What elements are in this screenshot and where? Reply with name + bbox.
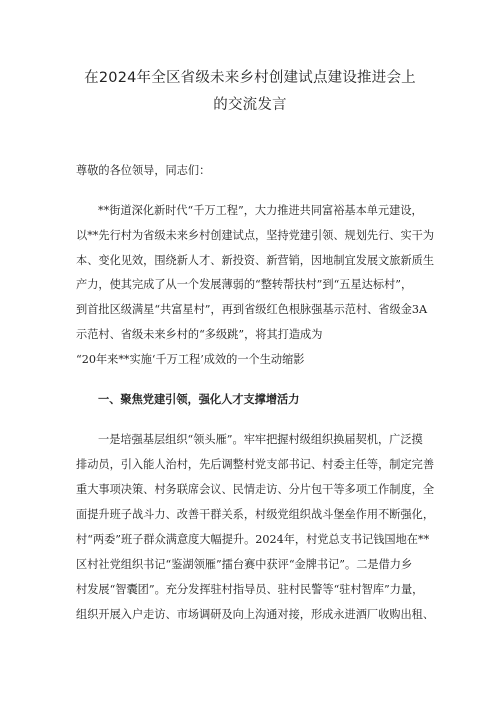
section-line: 重大事项决策、村务联席会议、民情走访、分片包干等多项工作制度，全 xyxy=(76,483,435,496)
intro-line: “20年来**实施‘千万工程’成效的一个生动缩影 xyxy=(76,353,305,366)
section-heading: 一、聚焦党建引领，强化人才支撑增活力 xyxy=(98,392,300,406)
section-line: 区村社党组织书记“鉴湖领雁”擂台赛中获评“金牌书记”。二是借力乡 xyxy=(76,558,413,571)
intro-line: 产力，使其完成了从一个发展薄弱的“整转帮扶村”到“五星达标村”， xyxy=(76,278,413,291)
section-line: 村“两委”班子群众满意度大幅提升。2024年，村党总支书记钱国地在** xyxy=(76,533,430,546)
intro-line: 以**先行村为省级未来乡村创建试点，坚持党建引领、规划先行、实干为 xyxy=(76,229,435,242)
section-line: 组织开展入户走访、市场调研及向上沟通对接，形成永进酒厂收购出租、 xyxy=(76,608,435,621)
section-line: 排动员，引入能人治村，先后调整村党支部书记、村委主任等，制定完善 xyxy=(76,458,435,471)
intro-line: 到首批区级满星“共富星村”，再到省级红色根脉强基示范村、省级金3A xyxy=(76,303,428,316)
section-line: 面提升班子战斗力、改善干群关系，村级党组织战斗堡垒作用不断强化， xyxy=(76,508,435,521)
document-title-line-1: 在2024年全区省级未来乡村创建试点建设推进会上 xyxy=(84,70,416,86)
intro-line: 本、变化见效，围绕新人才、新投资、新营销，因地制宜发展文旅新质生 xyxy=(76,254,435,267)
document-title-line-2: 的交流发言 xyxy=(213,97,287,113)
section-line: 村发展“智囊团”。充分发挥驻村指导员、驻村民警等“驻村智库”力量， xyxy=(76,583,424,596)
intro-line: 示范村、省级未来乡村的“多级跳”，将其打造成为 xyxy=(76,328,323,341)
section-line: 一是培强基层组织“领头雁”。牢牢把握村级组织换届契机，广泛摸 xyxy=(98,433,423,446)
intro-line: **街道深化新时代“千万工程”，大力推进共同富裕基本单元建设， xyxy=(98,204,423,217)
salutation: 尊敬的各位领导，同志们： xyxy=(76,164,211,177)
